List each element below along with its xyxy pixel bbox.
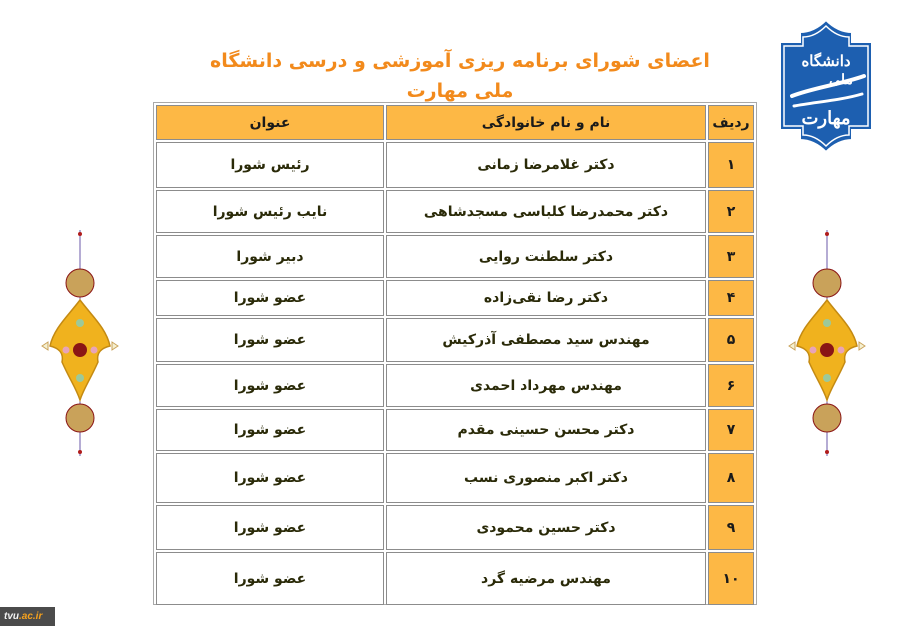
table-row xyxy=(156,364,754,407)
member-name: مهندس مهرداد احمدی xyxy=(386,364,706,407)
table-header-row xyxy=(156,105,754,140)
university-logo xyxy=(772,18,880,154)
header-title: عنوان xyxy=(156,105,384,140)
member-name: دکتر رضا نقی‌زاده xyxy=(386,280,706,316)
member-name: دکتر غلامرضا زمانی xyxy=(386,142,706,188)
page-title: اعضای شورای برنامه ریزی آموزشی و درسی دانشگاه ملی مهارت xyxy=(210,50,710,102)
website-watermark xyxy=(0,607,55,626)
table-row xyxy=(156,409,754,451)
watermark-tld: .ac.ir xyxy=(19,611,43,622)
member-role: دبیر شورا xyxy=(156,235,384,278)
arabesque-ornament-icon xyxy=(40,228,120,458)
header-row-number: ردیف xyxy=(708,105,754,140)
table-row xyxy=(156,280,754,316)
row-number: ۴ xyxy=(708,280,754,316)
member-name: دکتر حسین محمودی xyxy=(386,505,706,550)
member-role: عضو شورا xyxy=(156,552,384,605)
row-number: ۸ xyxy=(708,453,754,503)
member-role: عضو شورا xyxy=(156,364,384,407)
member-name: دکتر سلطنت روایی xyxy=(386,235,706,278)
member-role: عضو شورا xyxy=(156,409,384,451)
member-role: عضو شورا xyxy=(156,318,384,362)
member-role: عضو شورا xyxy=(156,505,384,550)
member-role: عضو شورا xyxy=(156,280,384,316)
row-number: ۹ xyxy=(708,505,754,550)
row-number: ۵ xyxy=(708,318,754,362)
table-row xyxy=(156,505,754,550)
table-row xyxy=(156,318,754,362)
member-name: مهندس مرضیه گرد xyxy=(386,552,706,605)
table-row xyxy=(156,190,754,233)
row-number: ۳ xyxy=(708,235,754,278)
row-number: ۲ xyxy=(708,190,754,233)
watermark-domain: tvu xyxy=(4,611,19,622)
council-members-table xyxy=(154,103,756,607)
logo-text-line3: مهارت xyxy=(801,108,851,129)
member-role: نایب رئیس شورا xyxy=(156,190,384,233)
logo-text-line1: دانشگاه xyxy=(801,52,851,70)
logo-text-line2: ملی xyxy=(829,72,853,88)
row-number: ۱ xyxy=(708,142,754,188)
member-name: دکتر محمدرضا کلباسی مسجدشاهی xyxy=(386,190,706,233)
member-role: رئیس شورا xyxy=(156,142,384,188)
table-row xyxy=(156,142,754,188)
member-name: دکتر اکبر منصوری نسب xyxy=(386,453,706,503)
table-row xyxy=(156,453,754,503)
left-ornament xyxy=(40,228,120,458)
right-ornament xyxy=(787,228,867,458)
row-number: ۷ xyxy=(708,409,754,451)
member-name: مهندس سید مصطفی آذرکیش xyxy=(386,318,706,362)
header-full-name: نام و نام خانوادگی xyxy=(386,105,706,140)
row-number: ۶ xyxy=(708,364,754,407)
table-row xyxy=(156,552,754,605)
table-row xyxy=(156,235,754,278)
arabesque-ornament-icon xyxy=(787,228,867,458)
member-role: عضو شورا xyxy=(156,453,384,503)
member-name: دکتر محسن حسینی مقدم xyxy=(386,409,706,451)
row-number: ۱۰ xyxy=(708,552,754,605)
